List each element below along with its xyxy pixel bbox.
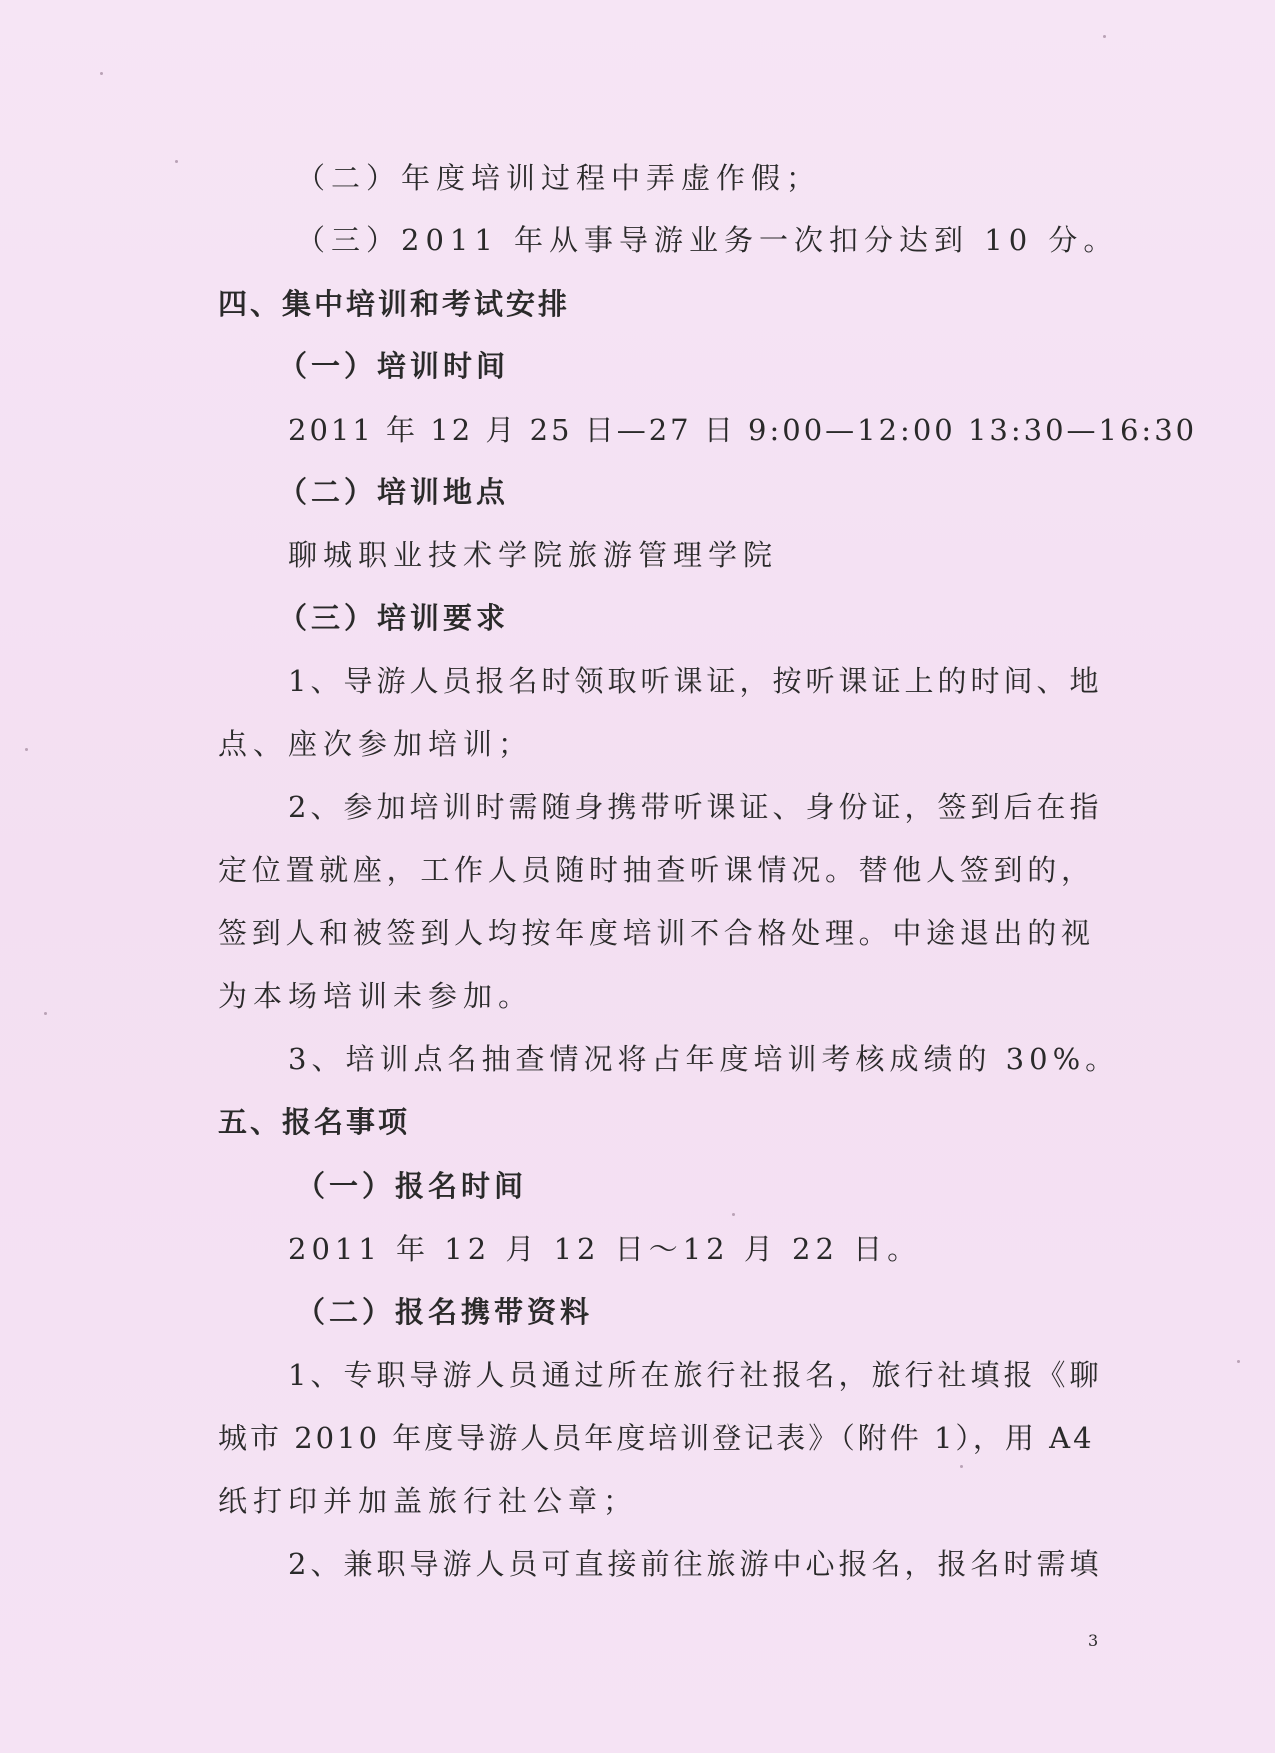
- scan-speck: [175, 160, 178, 163]
- sub-heading: （二）培训地点: [278, 475, 510, 509]
- scan-speck: [960, 1465, 963, 1468]
- text-line: （三）2011 年从事导游业务一次扣分达到 10 分。: [296, 223, 1119, 257]
- section-heading: 四、集中培训和考试安排: [218, 287, 571, 321]
- sub-heading: （一）报名时间: [296, 1169, 528, 1203]
- text-line: 2011 年 12 月 12 日～12 月 22 日。: [288, 1232, 922, 1266]
- text-line: 点、座次参加培训；: [218, 727, 534, 761]
- sub-heading: （二）报名携带资料: [296, 1295, 594, 1329]
- text-line: 定位置就座，工作人员随时抽查听课情况。替他人签到的，: [218, 853, 1094, 887]
- text-line: 2、参加培训时需随身携带听课证、身份证，签到后在指: [288, 790, 1103, 824]
- text-line: 纸打印并加盖旅行社公章；: [218, 1484, 639, 1518]
- text-line: 城市 2010 年度导游人员年度培训登记表》（附件 1），用 A4: [218, 1421, 1095, 1455]
- scan-speck: [100, 72, 103, 75]
- text-line: 2、兼职导游人员可直接前往旅游中心报名，报名时需填: [288, 1547, 1103, 1581]
- section-heading: 五、报名事项: [218, 1105, 411, 1139]
- scan-speck: [25, 748, 28, 751]
- sub-heading: （三）培训要求: [278, 601, 510, 635]
- scan-speck: [1237, 1360, 1240, 1363]
- text-line: 3、培训点名抽查情况将占年度培训考核成绩的 30%。: [288, 1042, 1120, 1076]
- text-line: （二）年度培训过程中弄虚作假；: [296, 161, 822, 195]
- text-line: 1、导游人员报名时领取听课证，按听课证上的时间、地: [288, 664, 1103, 698]
- sub-heading: （一）培训时间: [278, 349, 510, 383]
- scan-speck: [732, 1213, 735, 1216]
- scan-speck: [44, 1012, 47, 1015]
- scan-speck: [1103, 35, 1106, 38]
- text-line: 聊城职业技术学院旅游管理学院: [288, 538, 779, 572]
- text-line: 为本场培训未参加。: [218, 979, 534, 1013]
- text-line: 2011 年 12 月 25 日—27 日 9:00—12:00 13:30—16:30: [288, 413, 1198, 447]
- text-line: 1、专职导游人员通过所在旅行社报名，旅行社填报《聊: [288, 1358, 1103, 1392]
- text-line: 签到人和被签到人均按年度培训不合格处理。中途退出的视: [218, 916, 1094, 950]
- page-number: 3: [1088, 1631, 1099, 1650]
